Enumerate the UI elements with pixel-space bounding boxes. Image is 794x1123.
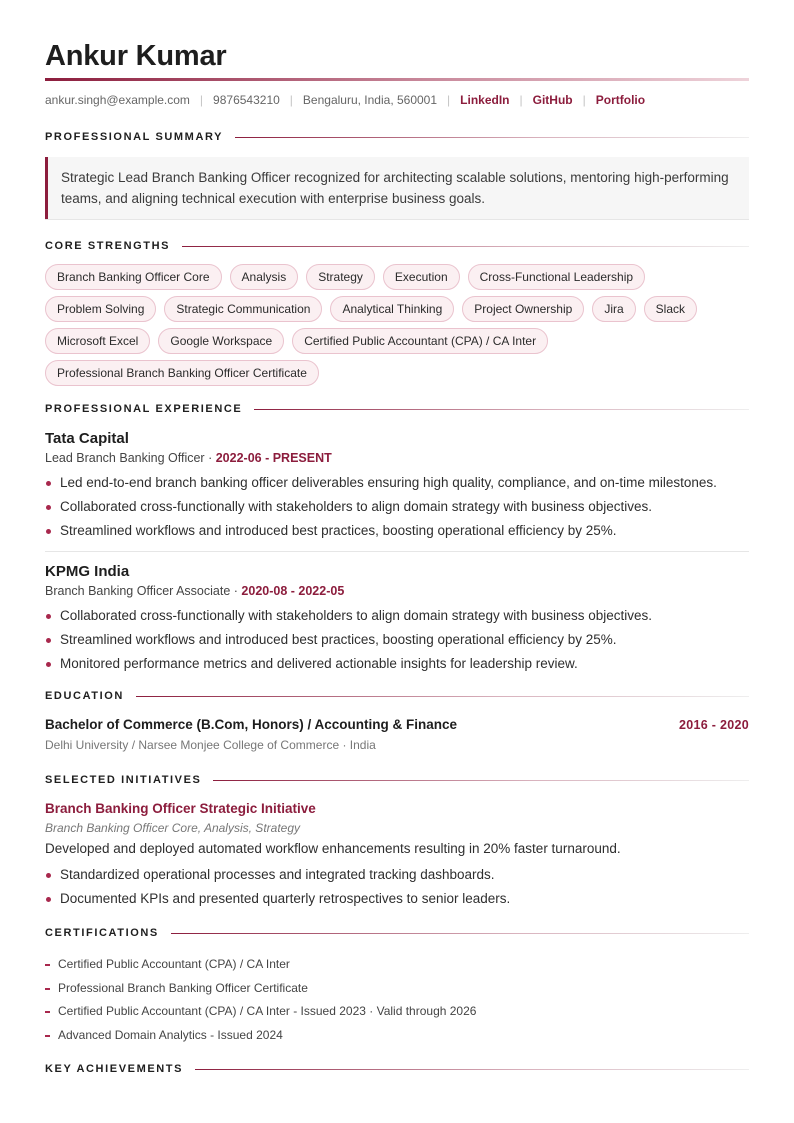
contact-location: Bengaluru, India, 560001 [302,93,438,107]
strength-chip: Cross-Functional Leadership [468,264,645,290]
strength-chip: Certified Public Accountant (CPA) / CA Inter [292,328,548,354]
list-item: Collaborated cross-functionally with stakeholders to align domain strategy with business objectives. [45,604,749,628]
list-item: Led end-to-end branch banking officer deliverables ensuring high quality, compliance, and on-time milestones. [45,471,749,495]
contact-separator: | [199,93,204,107]
section-rule [171,933,749,934]
company-name: KPMG India [45,563,130,580]
strength-chip: Analytical Thinking [330,296,454,322]
strength-chip: Problem Solving [45,296,156,322]
list-item: Monitored performance metrics and delivered actionable insights for leadership review. [45,652,749,676]
portfolio-link[interactable]: Portfolio [595,93,646,107]
summary-section-header [45,131,749,143]
role-dates: 2020-08 - 2022-05 [241,584,345,598]
job-role [45,583,749,599]
section-title: KEY ACHIEVEMENTS [45,1063,184,1075]
section-rule [213,780,749,781]
initiative-title: Branch Banking Officer Strategic Initiative [45,801,316,816]
company-name: Tata Capital [45,430,129,447]
certification-item: Professional Branch Banking Officer Certificate [45,977,749,1001]
github-link[interactable]: GitHub [532,93,573,107]
section-rule [254,409,749,410]
certification-list [45,953,749,1047]
section-rule [136,696,749,697]
role-dates: 2022-06 - PRESENT [215,451,332,465]
strength-chip: Microsoft Excel [45,328,150,354]
initiative-bullets [45,863,749,911]
list-item: Streamlined workflows and introduced best practices, boosting operational efficiency by 25%. [45,628,749,652]
certification-item: Advanced Domain Analytics - Issued 2024 [45,1024,749,1048]
list-item: Documented KPIs and presented quarterly retrospectives to senior leaders. [45,887,749,911]
contact-separator: | [289,93,293,107]
initiative-description: Developed and deployed automated workflow enhancements resulting in 20% faster turnaround. [45,841,621,856]
education-section-header [45,690,749,702]
certifications-section-header [45,927,749,939]
strength-chip: Analysis [230,264,299,290]
role-title: Branch Banking Officer Associate [45,584,231,598]
initiatives-section-header [45,774,749,786]
list-item: Standardized operational processes and integrated tracking dashboards. [45,863,749,887]
contact-bar [45,93,749,107]
degree-title: Bachelor of Commerce (B.Com, Honors) / Accounting & Finance [45,717,458,732]
school-name: Delhi University / Narsee Monjee College of Commerce · India [45,738,376,752]
contact-separator: | [582,93,586,107]
linkedin-link[interactable]: LinkedIn [460,93,510,107]
role-separator: · [233,584,242,598]
job-bullets [45,471,749,543]
summary-text: Strategic Lead Branch Banking Officer recognized for architecting scalable solutions, mentoring high-performing teams, and aligning technical execution with enterprise business goals. [45,157,749,219]
candidate-name: Ankur Kumar [45,40,227,72]
job-entry [45,562,749,676]
section-title: CORE STRENGTHS [45,240,171,252]
job-role [45,450,749,466]
role-separator: · [208,451,216,465]
education-years: 2016 - 2020 [678,718,749,732]
contact-separator: | [447,93,451,107]
section-rule [235,137,749,138]
strengths-section-header [45,240,749,252]
strength-chip: Professional Branch Banking Officer Certificate [45,360,319,386]
strength-chip: Google Workspace [158,328,284,354]
strength-chip: Strategy [306,264,375,290]
section-title: PROFESSIONAL EXPERIENCE [45,403,243,415]
certification-item: Certified Public Accountant (CPA) / CA Inter - Issued 2023 · Valid through 2026 [45,1000,749,1024]
initiative-tags: Branch Banking Officer Core, Analysis, Strategy [45,821,300,835]
contact-separator: | [519,93,523,107]
experience-section-header [45,403,749,415]
list-item: Streamlined workflows and introduced best practices, boosting operational efficiency by 25%. [45,519,749,543]
education-entry [45,717,749,732]
section-title: PROFESSIONAL SUMMARY [45,131,224,143]
contact-phone: 9876543210 [213,93,280,107]
strength-chip: Slack [644,296,697,322]
strength-chip: Execution [383,264,460,290]
section-rule [182,246,749,247]
job-entry [45,429,749,552]
list-item: Collaborated cross-functionally with stakeholders to align domain strategy with business objectives. [45,495,749,519]
role-title: Lead Branch Banking Officer [45,451,205,465]
section-title: SELECTED INITIATIVES [45,774,202,786]
contact-email[interactable]: ankur.singh@example.com [45,93,190,107]
strength-chip: Jira [592,296,635,322]
strength-chip: Strategic Communication [164,296,322,322]
strength-chips [45,264,749,386]
name-underline [45,78,749,81]
job-divider [45,551,749,552]
certification-item: Certified Public Accountant (CPA) / CA Inter [45,953,749,977]
strength-chip: Branch Banking Officer Core [45,264,222,290]
section-rule [195,1069,749,1070]
job-bullets [45,604,749,676]
achievements-section-header [45,1063,749,1075]
strength-chip: Project Ownership [462,296,584,322]
summary-divider [45,219,749,220]
section-title: EDUCATION [45,690,124,702]
section-title: CERTIFICATIONS [45,927,159,939]
